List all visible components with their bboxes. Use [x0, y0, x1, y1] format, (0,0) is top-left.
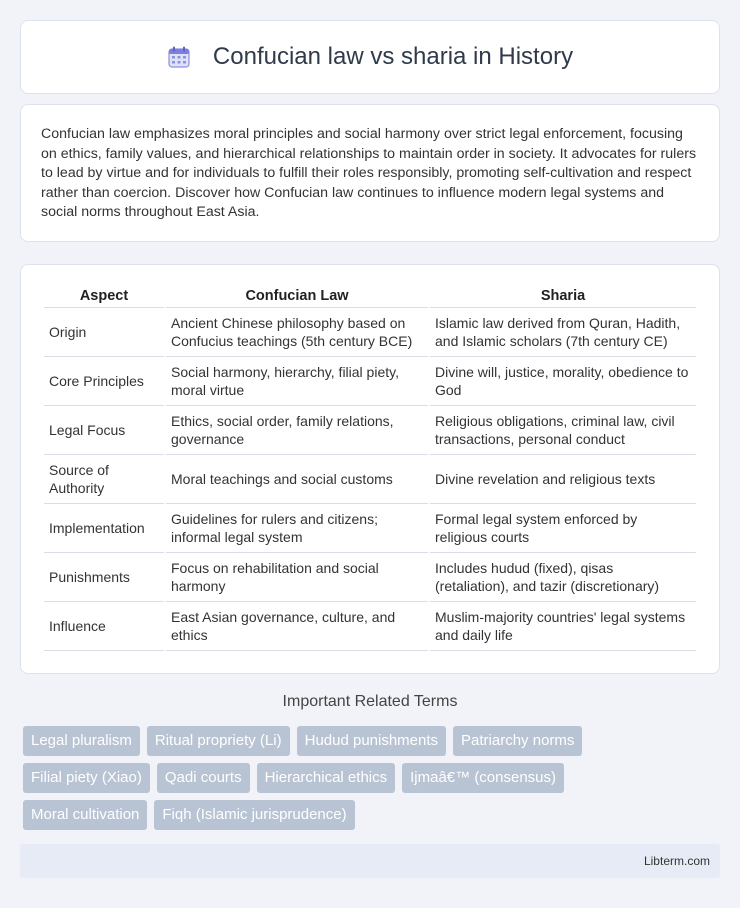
table-header-row: [44, 285, 696, 308]
comparison-table-card: [20, 264, 720, 674]
cell-confucian: Social harmony, hierarchy, filial piety, moral virtue: [166, 357, 428, 406]
calendar-icon: [167, 45, 191, 69]
cell-aspect: Legal Focus: [44, 406, 164, 455]
table-row: [44, 553, 696, 602]
cell-aspect: Implementation: [44, 504, 164, 553]
cell-sharia: Divine will, justice, morality, obedience to God: [430, 357, 696, 406]
table-row: [44, 308, 696, 357]
cell-aspect: Core Principles: [44, 357, 164, 406]
tag-filial-piety[interactable]: Filial piety (Xiao): [23, 763, 150, 793]
header-card: [20, 20, 720, 94]
table-row: [44, 406, 696, 455]
cell-sharia: Formal legal system enforced by religious courts: [430, 504, 696, 553]
cell-confucian: Focus on rehabilitation and social harmony: [166, 553, 428, 602]
tag-fiqh[interactable]: Fiqh (Islamic jurisprudence): [154, 800, 354, 830]
tag-ijma[interactable]: Ijmaâ€™ (consensus): [402, 763, 564, 793]
tag-moral-cultivation[interactable]: Moral cultivation: [23, 800, 147, 830]
header-confucian-law: Confucian Law: [166, 285, 428, 308]
header-sharia: Sharia: [430, 285, 696, 308]
cell-sharia: Muslim-majority countries' legal systems and daily life: [430, 602, 696, 651]
cell-confucian: Moral teachings and social customs: [166, 455, 428, 504]
tag-legal-pluralism[interactable]: Legal pluralism: [23, 726, 140, 756]
cell-confucian: Guidelines for rulers and citizens; informal legal system: [166, 504, 428, 553]
tag-row: [23, 800, 723, 830]
page-title: Confucian law vs sharia in History: [212, 43, 574, 70]
comparison-table: [42, 285, 698, 651]
table-row: [44, 602, 696, 651]
intro-text: Confucian law emphasizes moral principles and social harmony over strict legal enforcement, focusing on ethics, family values, and hierarchical relationships to maintain order in society. It advocates for rulers to lead by virtue and for individuals to fulfill their roles responsibly, promoting self-cultivation and respect rather than coercion. Discover how Confucian law continues to influence modern legal systems and social norms throughout East Asia.: [41, 126, 697, 221]
table-row: [44, 504, 696, 553]
related-terms-tags: [23, 726, 723, 837]
tag-ritual-propriety[interactable]: Ritual propriety (Li): [147, 726, 290, 756]
tag-hudud-punishments[interactable]: Hudud punishments: [297, 726, 446, 756]
cell-aspect: Origin: [44, 308, 164, 357]
footer-link[interactable]: Libterm.com: [643, 854, 710, 868]
related-terms-title: Important Related Terms: [282, 693, 458, 710]
cell-aspect: Source of Authority: [44, 455, 164, 504]
cell-sharia: Religious obligations, criminal law, civil transactions, personal conduct: [430, 406, 696, 455]
header-aspect: Aspect: [44, 285, 164, 308]
table-row: [44, 357, 696, 406]
tag-hierarchical-ethics[interactable]: Hierarchical ethics: [257, 763, 396, 793]
cell-aspect: Punishments: [44, 553, 164, 602]
cell-sharia: Islamic law derived from Quran, Hadith, and Islamic scholars (7th century CE): [430, 308, 696, 357]
tag-patriarchy-norms[interactable]: Patriarchy norms: [453, 726, 582, 756]
tag-row: [23, 763, 723, 793]
intro-card: [20, 104, 720, 242]
cell-confucian: Ethics, social order, family relations, governance: [166, 406, 428, 455]
cell-confucian: East Asian governance, culture, and ethics: [166, 602, 428, 651]
cell-aspect: Influence: [44, 602, 164, 651]
table-row: [44, 455, 696, 504]
tag-row: [23, 726, 723, 756]
footer: [20, 844, 720, 878]
cell-confucian: Ancient Chinese philosophy based on Confucius teachings (5th century BCE): [166, 308, 428, 357]
cell-sharia: Includes hudud (fixed), qisas (retaliation), and tazir (discretionary): [430, 553, 696, 602]
tag-qadi-courts[interactable]: Qadi courts: [157, 763, 250, 793]
cell-sharia: Divine revelation and religious texts: [430, 455, 696, 504]
